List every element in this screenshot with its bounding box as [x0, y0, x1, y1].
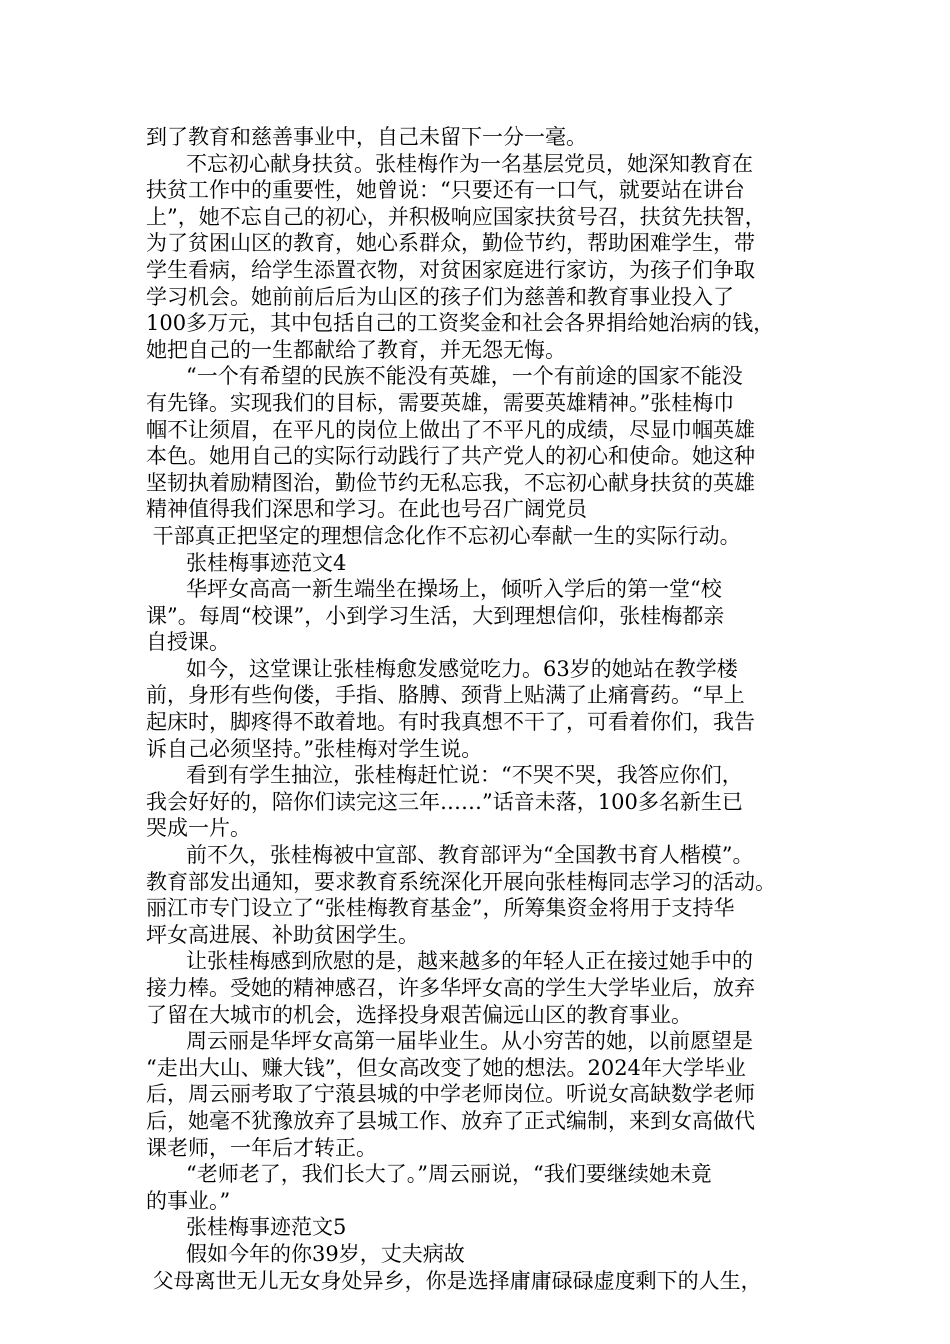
text-line: 上”，她不忘自己的初心，并积极响应国家扶贫号召，扶贫先扶智， — [146, 204, 766, 229]
text-line: 后，她毫不犹豫放弃了县城工作、放弃了正式编制，来到女高做代 — [146, 1108, 755, 1133]
text-line: 看到有学生抽泣，张桂梅赶忙说：“不哭不哭，我答应你们， — [146, 763, 743, 788]
text-line: 精神值得我们深思和学习。在此也号召广阔党员 — [146, 497, 587, 522]
text-line: 接力棒。受她的精神感召，许多华坪女高的学生大学毕业后，放弃 — [146, 976, 755, 1000]
text-line: 张桂梅事迹范文5 — [146, 1215, 347, 1240]
text-line: 到了教育和慈善事业中，自己未留下一分一毫。 — [146, 125, 587, 149]
text-line: 课”。每周“校课”，小到学习生活，大到理想信仰，张桂梅都亲 — [146, 603, 725, 628]
text-line: 前，身形有些佝偻，手指、胳膊、颈背上贴满了止痛膏药。“早上 — [146, 683, 745, 708]
text-line: “走出大山、赚大钱”，但女高改变了她的想法。2024年大学毕业 — [146, 1055, 746, 1080]
text-line: 前不久，张桂梅被中宣部、教育部评为“全国教书育人楷模”。 — [146, 843, 754, 868]
text-line: 周云丽是华坪女高第一届毕业生。从小穷苦的她，以前愿望是 — [146, 1029, 754, 1054]
text-line: 我会好好的，陪你们读完这三年……”话音未落，100多名新生已 — [146, 789, 743, 814]
text-line: 为了贫困山区的教育，她心系群众，勤俭节约，帮助困难学生，带 — [146, 231, 755, 256]
text-line: 本色。她用自己的实际行动践行了共产党人的初心和使命。她这种 — [146, 444, 755, 469]
text-line: 后，周云丽考取了宁蒗县城的中学老师岗位。听说女高缺数学老师 — [146, 1082, 755, 1107]
text-line: 帼不让须眉，在平凡的岗位上做出了不平凡的成绩，尽显巾帼英雄 — [146, 417, 755, 442]
text-line: “老师老了，我们长大了。”周云丽说，“我们要继续她未竟 — [146, 1162, 712, 1187]
text-line: 有先锋。实现我们的目标，需要英雄，需要英雄精神。”张桂梅巾 — [146, 390, 735, 415]
body-text — [146, 124, 810, 1294]
text-line: 学习机会。她前前后后为山区的孩子们为慈善和教育事业投入了 — [146, 284, 734, 309]
text-line: 起床时，脚疼得不敢着地。有时我真想不干了，可看着你们，我告 — [146, 710, 755, 735]
text-line: 丽江市专门设立了“张桂梅教育基金”，所筹集资金将用于支持华 — [146, 896, 735, 921]
text-line: 坚韧执着励精图治，勤俭节约无私忘我，不忘初心献身扶贫的英雄 — [146, 470, 755, 495]
text-line: 她把自己的一生都献给了教育，并无怨无悔。 — [146, 337, 566, 362]
text-line: 100多万元，其中包括自己的工资奖金和社会各界捐给她治病的钱， — [146, 311, 775, 336]
text-line: 父母离世无儿无女身处异乡，你是选择庸庸碌碌虚度剩下的人生， — [146, 1268, 762, 1293]
text-line: 自授课。 — [146, 630, 230, 655]
text-line: 张桂梅事迹范文4 — [146, 550, 347, 575]
text-line: 让张桂梅感到欣慰的是，越来越多的年轻人正在接过她手中的 — [146, 949, 754, 974]
text-line: “一个有希望的民族不能没有英雄，一个有前途的国家不能没 — [146, 364, 743, 389]
text-line: 如今，这堂课让张桂梅愈发感觉吃力。63岁的她站在教学楼 — [146, 656, 738, 681]
text-line: 假如今年的你39岁，丈夫病故 — [146, 1241, 465, 1266]
text-line: 干部真正把坚定的理想信念化作不忘初心奉献一生的实际行动。 — [146, 523, 741, 548]
text-line: 坪女高进展、补助贫困学生。 — [146, 922, 419, 947]
text-line: 诉自己必须坚持。”张桂梅对学生说。 — [146, 736, 483, 761]
text-line: 哭成一片。 — [146, 816, 251, 841]
text-line: 的事业。” — [146, 1188, 231, 1213]
text-line: 教育部发出通知，要求教育系统深化开展向张桂梅同志学习的活动。 — [146, 869, 776, 894]
text-line: 了留在大城市的机会，选择投身艰苦偏远山区的教育事业。 — [146, 1002, 692, 1027]
text-line: 学生看病，给学生添置衣物，对贫困家庭进行家访，为孩子们争取 — [146, 257, 755, 282]
text-line: 不忘初心献身扶贫。张桂梅作为一名基层党员，她深知教育在 — [146, 151, 754, 176]
text-line: 华坪女高高一新生端坐在操场上，倾听入学后的第一堂“校 — [146, 577, 722, 602]
text-line: 扶贫工作中的重要性，她曾说：“只要还有一口气，就要站在讲台 — [146, 178, 745, 203]
text-line: 课老师，一年后才转正。 — [146, 1135, 377, 1160]
